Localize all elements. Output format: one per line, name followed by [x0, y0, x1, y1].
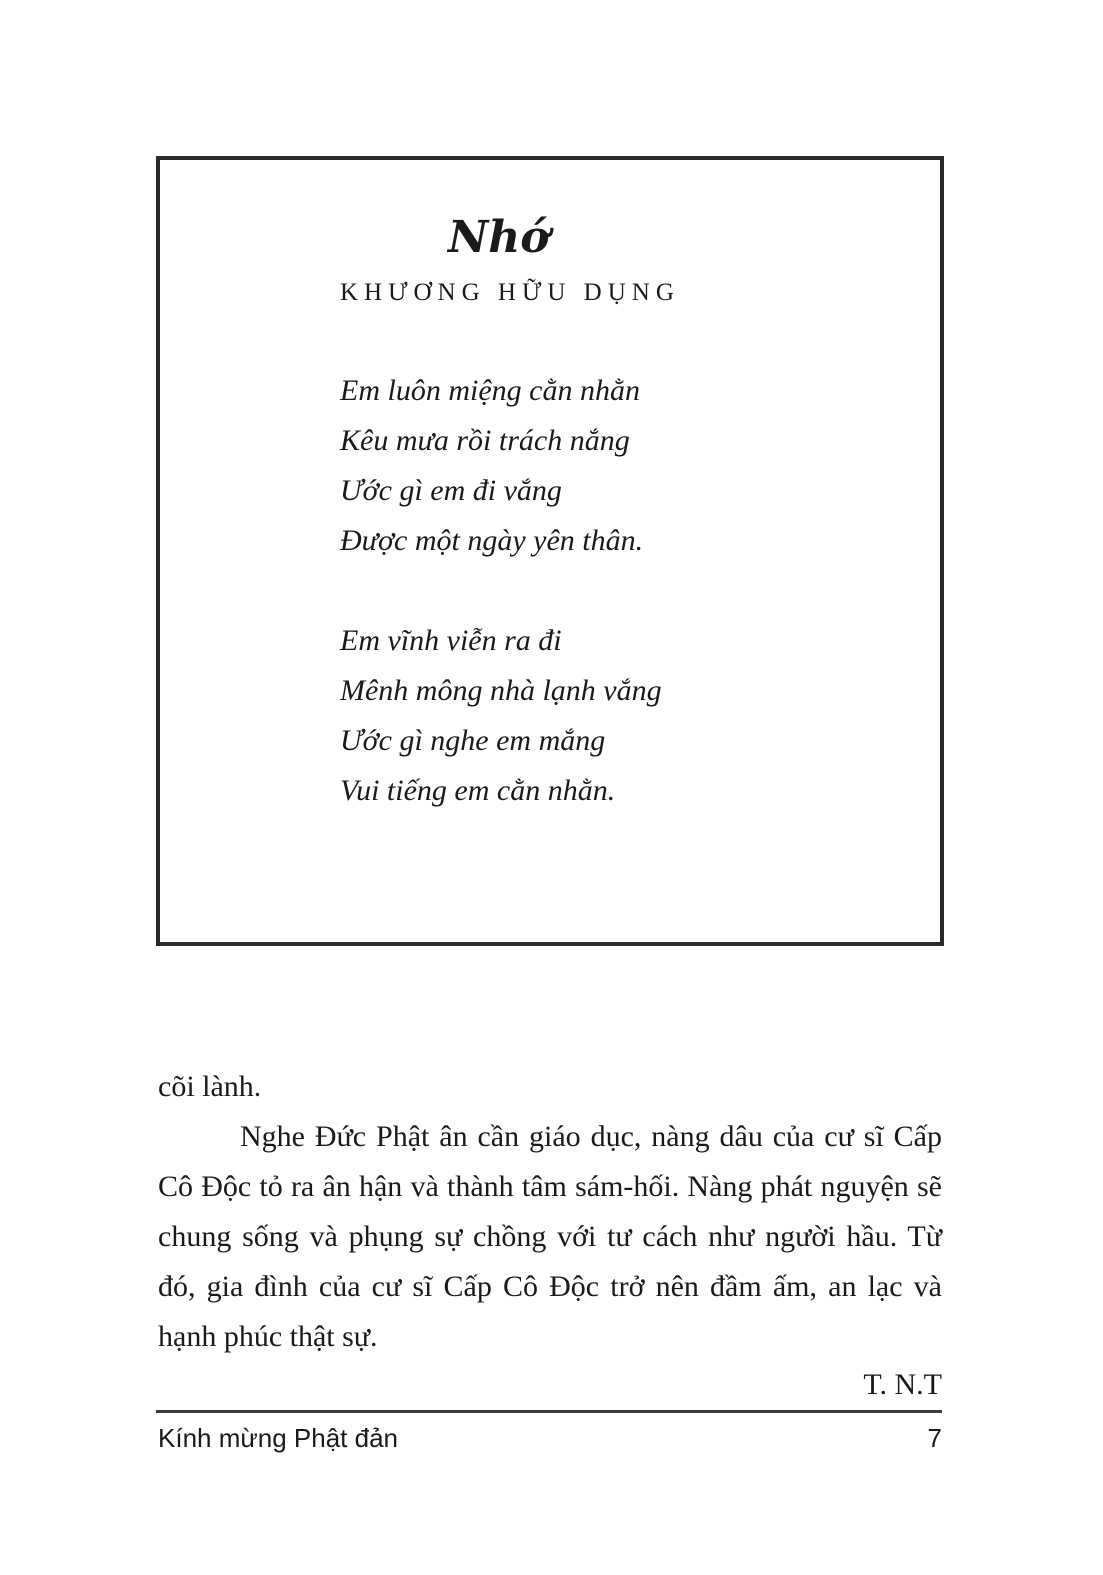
poem-line: Được một ngày yên thân.: [340, 524, 644, 557]
body-text: [158, 1062, 942, 1362]
poem-title: Nhớ: [448, 212, 550, 263]
poem-line: Ước gì em đi vắng: [340, 474, 562, 507]
poem-stanza-2: [340, 616, 662, 816]
footer-divider: [156, 1410, 942, 1413]
poem-line: Kêu mưa rồi trách nắng: [340, 424, 630, 457]
footer-title: Kính mừng Phật đản: [158, 1423, 399, 1453]
poem-box: [156, 156, 944, 946]
body-paragraph: Nghe Đức Phật ân cần giáo dục, nàng dâu của cư sĩ Cấp Cô Độc tỏ ra ân hận và thành tâm sám-hối. Nàng phát nguyện sẽ chung sống và phụng sự chồng với tư cách như người hầu. Từ đó, gia đình của cư sĩ Cấp Cô Độc trở nên đầm ấm, an lạc và hạnh phúc thật sự.: [158, 1120, 942, 1353]
signature: T. N.T: [863, 1368, 942, 1401]
poem-line: Em luôn miệng cằn nhằn: [340, 374, 640, 407]
poem-line: Ước gì nghe em mắng: [340, 724, 606, 757]
poem-author: KHƯƠNG HỮU DỤNG: [340, 279, 680, 306]
page-number: 7: [927, 1423, 942, 1453]
poem-line: Mênh mông nhà lạnh vắng: [340, 674, 662, 707]
body-paragraph: cõi lành.: [158, 1070, 262, 1103]
poem-line: Em vĩnh viễn ra đi: [340, 624, 562, 657]
poem-stanza-1: [340, 366, 643, 566]
poem-line: Vui tiếng em cằn nhằn.: [340, 774, 616, 807]
